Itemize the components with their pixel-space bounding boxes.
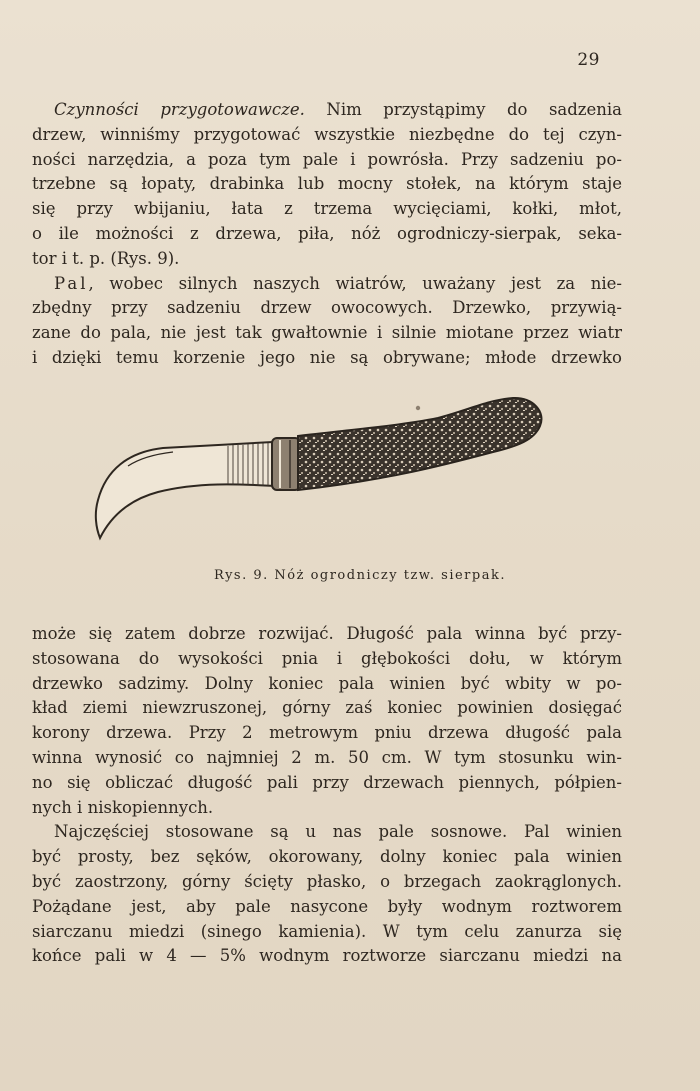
paragraph-line: tor i t. p. (Rys. 9). <box>32 248 180 268</box>
paragraph-line: winna wynosić co najmniej 2 m. 50 cm. W tym stosunku win- <box>32 747 622 767</box>
paragraph-line: się przy wbijaniu, łata z trzema wycięciami, kołki, młot, <box>32 199 622 219</box>
paragraph-line: stosowana do wysokości pnia i głębokości dołu, w którym <box>32 648 622 668</box>
paragraph-line: końce pali w 4 — 5% wodnym roztworze siarczanu miedzi na <box>32 946 622 966</box>
paragraph-line: ności narzędzia, a poza tym pale i powrósła. Przy sadzeniu po- <box>32 149 622 169</box>
section-heading: Czynności przygotowawcze. <box>54 100 305 119</box>
paragraph-line: korony drzewa. Przy 2 metrowym pniu drzewa długość pala <box>32 723 622 743</box>
paragraph-line: o ile możności z drzewa, piła, nóż ogrodniczy-sierpak, seka- <box>32 223 622 243</box>
figure-caption: Rys. 9. Nóż ogrodniczy tzw. sierpak. <box>214 568 506 583</box>
paragraph-line: trzebne są łopaty, drabinka lub mocny stołek, na którym staje <box>32 174 622 194</box>
paragraph-line: no się obliczać długość pali przy drzewach piennych, półpien- <box>32 772 622 792</box>
paragraph-line: i dzięki temu korzenie jego nie są obrywane; młode drzewko <box>32 347 622 367</box>
paragraph-line: być zaostrzony, górny ścięty płasko, o brzegach zaokrąglonych. <box>32 871 622 891</box>
paragraph-line: Pal, wobec silnych naszych wiatrów, uważany jest za nie- <box>54 273 622 293</box>
paragraph-line: Czynności przygotowawcze. Nim przystąpimy do sadzenia <box>54 100 623 119</box>
paragraph-line: zbędny przy sadzeniu drzew owocowych. Drzewko, przywią- <box>32 298 622 318</box>
paragraph-line: może się zatem dobrze rozwijać. Długość pala winna być przy- <box>32 624 622 643</box>
paragraph-line: drzewko sadzimy. Dolny koniec pala winien być wbity w po- <box>32 673 622 693</box>
paragraph-line: drzew, winniśmy przygotować wszystkie niezbędne do tej czyn- <box>32 124 622 144</box>
paragraph-line: siarczanu miedzi (sinego kamienia). W tym celu zanurza się <box>32 921 622 941</box>
term-heading: Pal <box>54 273 89 293</box>
pruning-knife-figure <box>88 388 558 558</box>
paragraph-line: zane do pala, nie jest tak gwałtownie i silnie miotane przez wiatr <box>32 323 622 343</box>
text-block-bottom <box>32 622 622 969</box>
text-block-top <box>32 98 622 371</box>
paragraph-line: nych i niskopiennych. <box>32 797 214 817</box>
pruning-knife-icon <box>88 388 558 558</box>
paragraph-line: być prosty, bez sęków, okorowany, dolny koniec pala winien <box>32 847 622 867</box>
paragraph-line: Pożądane jest, aby pale nasycone były wodnym roztworem <box>32 896 622 916</box>
paragraph-line: Najczęściej stosowane są u nas pale sosnowe. Pal winien <box>54 822 622 842</box>
page-number: 29 <box>577 50 600 70</box>
paragraph-line: kład ziemi niewzruszonej, górny zaś koniec powinien dosięgać <box>32 698 622 718</box>
